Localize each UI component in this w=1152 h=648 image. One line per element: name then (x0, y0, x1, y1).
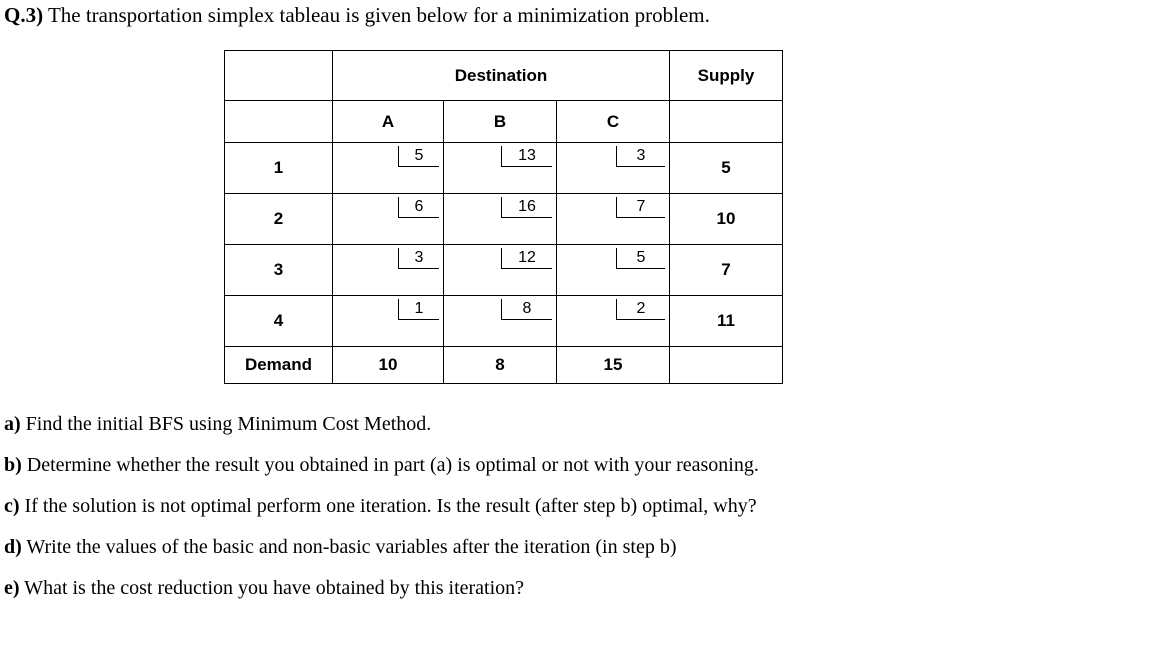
column-header-b: B (444, 101, 557, 143)
demand-value: 10 (333, 347, 444, 384)
cost-cell (557, 143, 670, 194)
supply-value: 5 (670, 143, 783, 194)
question-text: Determine whether the result you obtained in part (a) is optimal or not with your reasoning. (21, 454, 759, 476)
cost-value: 5 (398, 146, 439, 167)
supply-value: 7 (670, 245, 783, 296)
row-label: 1 (225, 143, 333, 194)
question-label: c) (4, 495, 20, 517)
destination-header: Destination (333, 51, 670, 101)
blank-cell (225, 101, 333, 143)
question-item (4, 410, 759, 451)
cost-value: 16 (501, 197, 552, 218)
table-row (225, 194, 783, 245)
question-item (4, 574, 759, 615)
cost-cell (557, 194, 670, 245)
question-text: Find the initial BFS using Minimum Cost Method. (20, 413, 432, 435)
demand-value: 8 (444, 347, 557, 384)
supply-header: Supply (670, 51, 783, 101)
row-label: 3 (225, 245, 333, 296)
cost-value: 3 (398, 248, 439, 269)
supply-value: 11 (670, 296, 783, 347)
cost-value: 7 (616, 197, 665, 218)
supply-value: 10 (670, 194, 783, 245)
cost-value: 1 (398, 299, 439, 320)
question-number: Q.3) (4, 3, 44, 27)
question-text: The transportation simplex tableau is given below for a minimization problem. (43, 3, 710, 27)
cost-cell (444, 296, 557, 347)
question-label: b) (4, 454, 22, 476)
cost-cell (333, 143, 444, 194)
cost-value: 5 (616, 248, 665, 269)
question-heading (4, 3, 710, 28)
cost-cell (444, 245, 557, 296)
cost-cell (444, 194, 557, 245)
cost-value: 8 (501, 299, 552, 320)
question-text: If the solution is not optimal perform one iteration. Is the result (after step b) optimal, why? (19, 495, 757, 517)
table-row (225, 245, 783, 296)
cost-value: 3 (616, 146, 665, 167)
question-text: What is the cost reduction you have obtained by this iteration? (19, 577, 525, 599)
table-row (225, 296, 783, 347)
question-list (4, 410, 759, 615)
cost-cell (444, 143, 557, 194)
question-item (4, 492, 759, 533)
cost-cell (333, 194, 444, 245)
question-item (4, 451, 759, 492)
cost-value: 2 (616, 299, 665, 320)
transportation-tableau (224, 50, 783, 384)
corner-cell (225, 51, 333, 101)
demand-label: Demand (225, 347, 333, 384)
question-label: a) (4, 413, 21, 435)
demand-value: 15 (557, 347, 670, 384)
column-header-a: A (333, 101, 444, 143)
cost-cell (557, 245, 670, 296)
cost-value: 6 (398, 197, 439, 218)
blank-cell (670, 347, 783, 384)
cost-value: 13 (501, 146, 552, 167)
cost-cell (333, 296, 444, 347)
question-text: Write the values of the basic and non-basic variables after the iteration (in step b) (21, 536, 677, 558)
question-item (4, 533, 759, 574)
column-header-c: C (557, 101, 670, 143)
cost-value: 12 (501, 248, 552, 269)
question-label: e) (4, 577, 20, 599)
row-label: 4 (225, 296, 333, 347)
question-label: d) (4, 536, 22, 558)
blank-cell (670, 101, 783, 143)
cost-cell (557, 296, 670, 347)
demand-row (225, 347, 783, 384)
cost-cell (333, 245, 444, 296)
row-label: 2 (225, 194, 333, 245)
table-row (225, 143, 783, 194)
